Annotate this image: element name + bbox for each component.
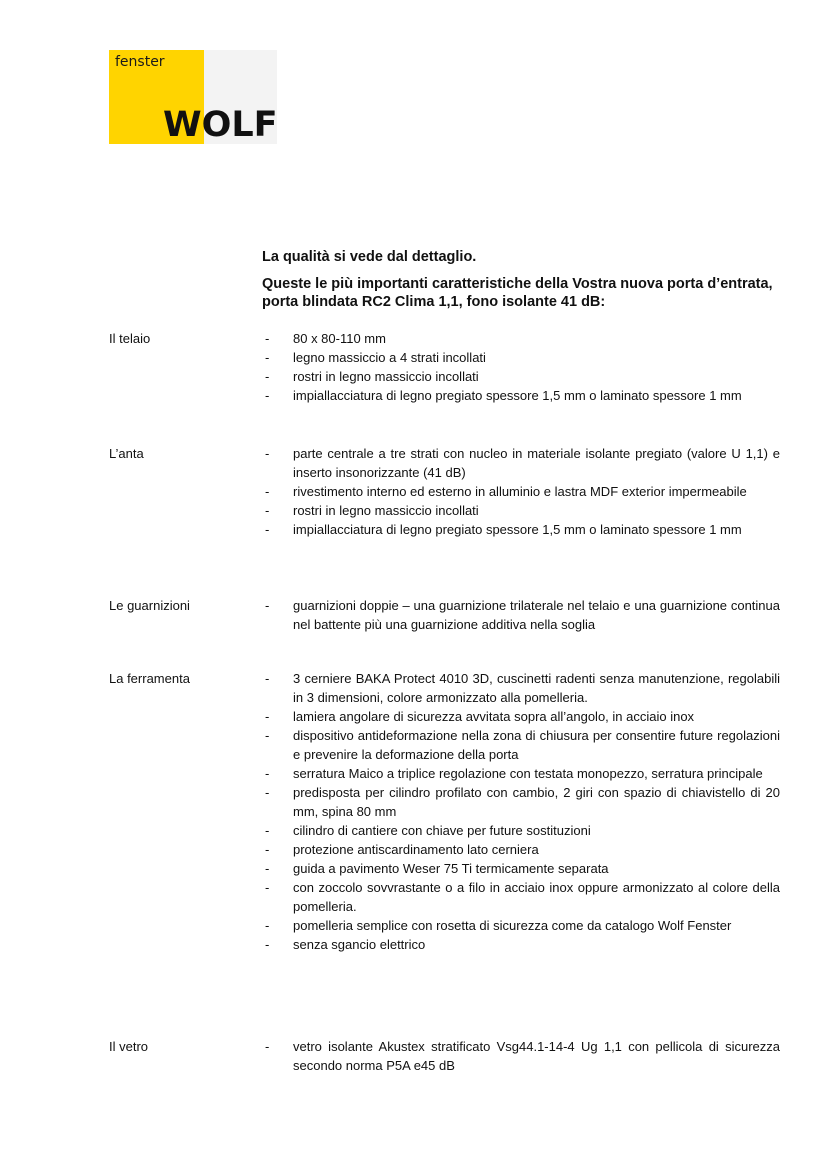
item-list [265,669,780,954]
intro-text: Queste le più importanti caratteristiche della Vostra nuova porta d’entrata, porta blindata RC2 Clima 1,1, fono isolante 41 dB: [262,276,773,310]
list-item: - lamiera angolare di sicurezza avvitata sopra all’angolo, in acciaio inox [265,709,695,724]
section-label: Il telaio [109,331,151,346]
item-list [265,329,780,405]
item-list [265,596,780,634]
intro-heading: La qualità si vede dal dettaglio. [262,249,477,265]
intro [262,248,782,311]
section-label: L’anta [109,446,144,461]
list-item: - vetro isolante Akustex stratificato Vsg44.1-14-4 Ug 1,1 con pellicola di sicurezza secondo norma P5A e45 dB [265,1039,780,1073]
list-item: - serratura Maico a triplice regolazione con testata monopezzo, serratura principale [265,766,763,781]
list-item: - impiallacciatura di legno pregiato spessore 1,5 mm o laminato spessore 1 mm [265,522,742,537]
list-item: - protezione antiscardinamento lato cerniera [265,842,539,857]
section-label: La ferramenta [109,671,190,686]
section-label: Le guarnizioni [109,598,190,613]
item-list [265,444,780,539]
list-item: - con zoccolo sovvrastante o a filo in acciaio inox oppure armonizzato al colore della pomelleria. [265,880,780,914]
list-item: - pomelleria semplice con rosetta di sicurezza come da catalogo Wolf Fenster [265,918,732,933]
list-item: - parte centrale a tre strati con nucleo in materiale isolante pregiato (valore U 1,1) e inserto insonorizzante (41 dB) [265,446,780,480]
logo-subtitle: fenster [115,54,165,70]
list-item: - rostri in legno massiccio incollati [265,369,479,384]
list-item: - rostri in legno massiccio incollati [265,503,479,518]
list-item: - predisposta per cilindro profilato con cambio, 2 giri con spazio di chiavistello di 20 mm, spina 80 mm [265,785,780,819]
section-label: Il vetro [109,1039,149,1054]
list-item: - 3 cerniere BAKA Protect 4010 3D, cuscinetti radenti senza manutenzione, regolabili in 3 dimensioni, colore armonizzato alla pomelleria. [265,671,780,705]
list-item: - dispositivo antideformazione nella zona di chiusura per consentire future regolazioni e prevenire la deformazione della porta [265,728,780,762]
list-item: - rivestimento interno ed esterno in alluminio e lastra MDF exterior impermeabile [265,484,747,499]
list-item: - 80 x 80-110 mm [265,331,386,346]
list-item: - guarnizioni doppie – una guarnizione trilaterale nel telaio e una guarnizione continua nel battente più una guarnizione additiva nella soglia [265,598,780,632]
list-item: - guida a pavimento Weser 75 Ti termicamente separata [265,861,609,876]
brand-logo [109,50,277,146]
list-item: - impiallacciatura di legno pregiato spessore 1,5 mm o laminato spessore 1 mm [265,388,742,403]
item-list [265,1037,780,1075]
list-item: - legno massiccio a 4 strati incollati [265,350,486,365]
list-item: - senza sgancio elettrico [265,937,426,952]
logo-title: WOLF [163,105,278,145]
list-item: - cilindro di cantiere con chiave per future sostituzioni [265,823,591,838]
